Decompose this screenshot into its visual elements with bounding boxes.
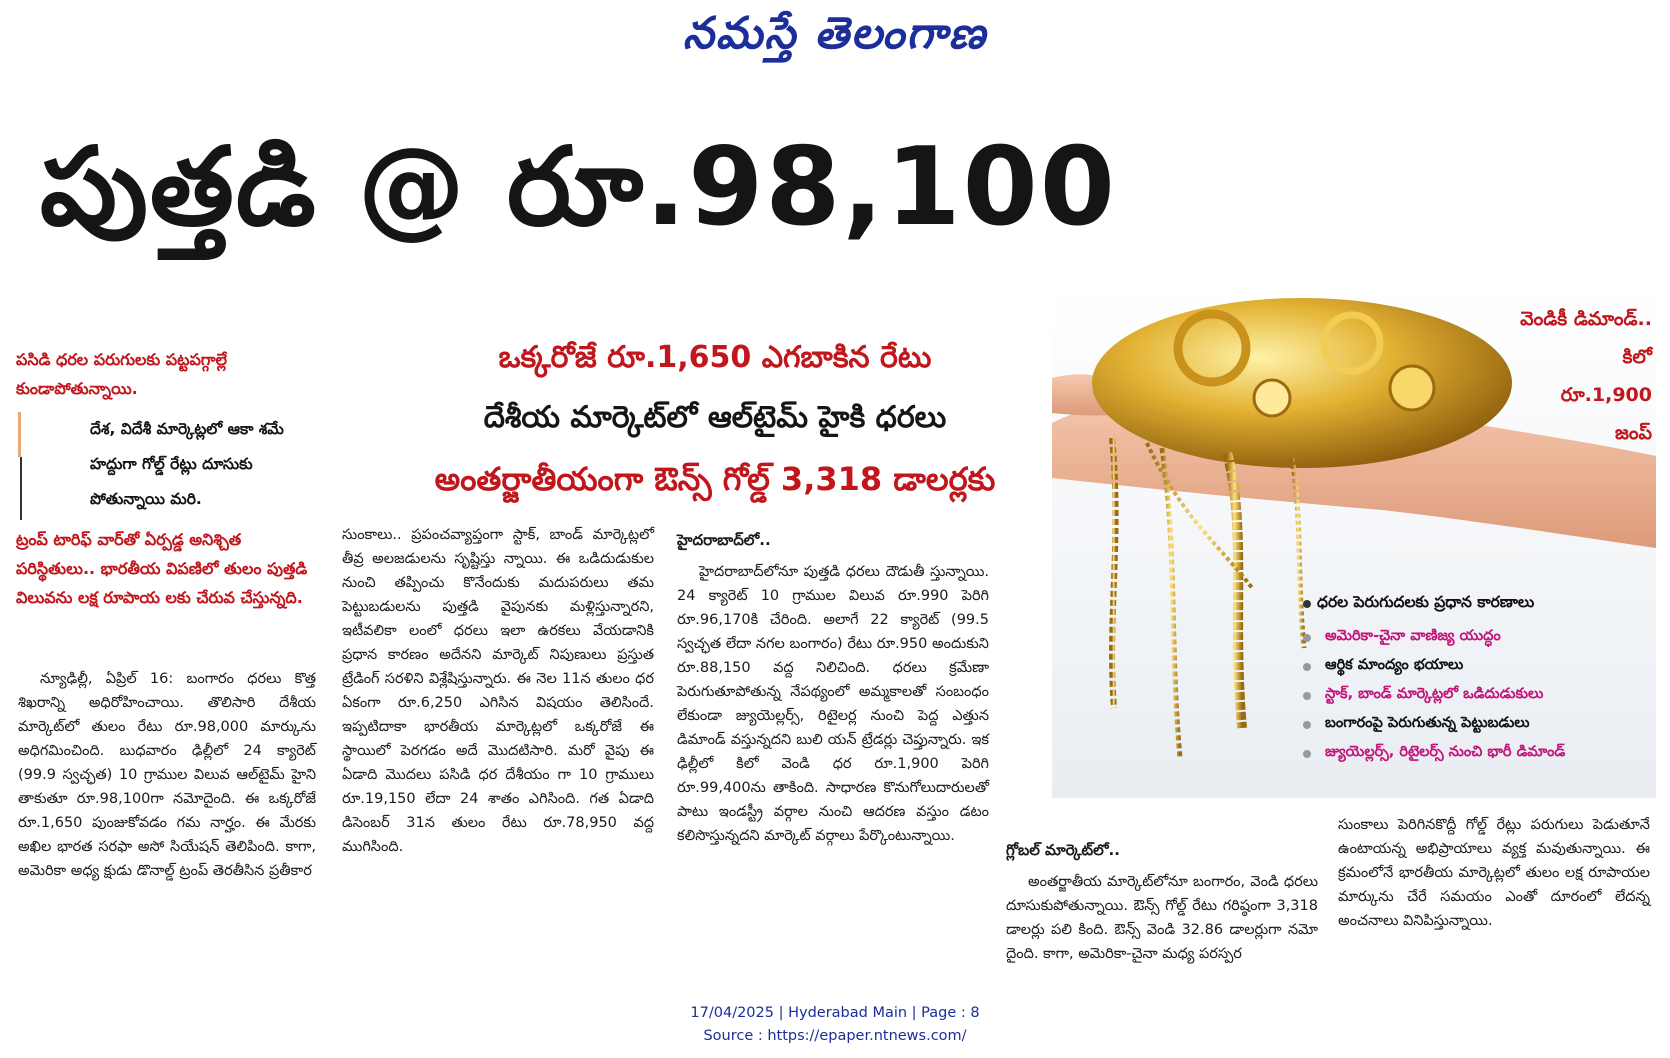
- hyderabad-subhead: హైదరాబాద్‌లో..: [677, 531, 771, 549]
- bullet-icon: [1303, 721, 1311, 729]
- article-column-5: [1338, 813, 1650, 933]
- deck-line-1: ఒక్కరోజే రూ.1,650 ఎగబాకిన రేటు: [498, 340, 932, 375]
- global-market-subhead: గ్లోబల్ మార్కెట్‌లో..: [1006, 841, 1120, 859]
- pull-quote: దేశ, విదేశీ మార్కెట్లలో ఆకా శమే హద్దుగా గోల్డ్ రేట్లు దూసుకు పోతున్నాయి మరి.: [90, 420, 284, 508]
- reason-text: బంగారంపై పెరుగుతున్న పెట్టుబడులు: [1325, 714, 1530, 731]
- reasons-title: [1303, 593, 1663, 615]
- silver-line-4: జంప్: [1614, 422, 1652, 444]
- headline: పుత్తడి @ రూ.98,100: [40, 125, 1117, 250]
- reason-text: ఆర్థిక మాంద్యం భయాలు: [1325, 656, 1464, 673]
- footer-date-edition: 17/04/2025 | Hyderabad Main | Page : 8: [690, 1005, 980, 1021]
- reason-text: జ్యుయెల్లర్స్, రిటైలర్స్ నుంచి భారీ డిమాండ్: [1325, 743, 1566, 760]
- reason-item: [1303, 710, 1663, 739]
- bullet-icon: [1303, 600, 1311, 608]
- bullet-icon: [1303, 634, 1311, 642]
- gold-coin: [1390, 366, 1434, 410]
- reasons-title-text: ధరల పెరుగుదలకు ప్రధాన కారణాలు: [1317, 593, 1535, 611]
- masthead-logo: నమస్తే తెలంగాణ: [682, 8, 988, 59]
- article-column-3: [677, 528, 989, 848]
- bullet-icon: [1303, 692, 1311, 700]
- article-column-1: [18, 667, 316, 883]
- silver-line-2: కిలో: [1622, 346, 1652, 368]
- gold-chain: [1112, 438, 1116, 708]
- column-4-text: అంతర్జాతీయ మార్కెట్‌లోనూ బంగారం, వెండి ధరలు దూసుకుపోతున్నాయి. ఔన్స్ గోల్డ్ రేటు గరిష్ఠంగా 3,318 డాలర్లు పలి కింది. ఔన్స్ వెండి 32.86 డాలర్లుగా నమో దైంది. కాగా, అమెరికా-చైనా మధ్య పరస్పర: [1006, 874, 1318, 962]
- bullet-icon: [1303, 750, 1311, 758]
- reason-item: [1303, 623, 1663, 652]
- column-2-text: సుంకాలు.. ప్రపంచవ్యాప్తంగా స్టాక్, బాండ్ మార్కెట్లలో తీవ్ర అలజడులను సృష్టిస్తు న్నాయి. ఈ ఒడిదుడుకుల నుంచి తప్పించు కొనేందుకు మదుపరులు తమ పెట్టుబడులను పుత్తడి వైపునకు మళ్లిస్తున్నారని, ఇటీవలికా లంలో ధరలు ఇలా ఉరకలు వేయడానికి ప్రధాన కారణం అదేనని మార్కెట్ నిపుణులు ప్రస్తుత ట్రేడింగ్ సరళిని విశ్లేషిస్తున్నారు. ఈ నెల 11న తులం ధర ఏకంగా రూ.6,250 ఎగిసిన విషయం తెలిసిందే. ఇప్పటిదాకా భారతీయ మార్కెట్లలో ఒక్కరోజే ఈ స్థాయిలో పెరగడం అదే మొదటిసారి. మరో వైపు ఈ ఏడాది మొదలు పసిడి ధర దేశీయం గా 10 గ్రాములు రూ.19,150 లేదా 24 శాతం ఎగిసింది. గత ఏడాది డిసెంబర్ 31న తులం రేటు రూ.78,950 వద్ద ముగిసింది.: [342, 527, 654, 855]
- deck-line-2: దేశీయ మార్కెట్‌లో ఆల్‌టైమ్ హైకి ధరలు: [483, 400, 947, 435]
- gold-pile: [1092, 298, 1512, 468]
- bullet-icon: [1303, 663, 1311, 671]
- deck-line-3: అంతర్జాతీయంగా ఔన్స్ గోల్డ్ 3,318 డాలర్లకు: [434, 460, 996, 498]
- column-5-text: సుంకాలు పెరిగినకొద్దీ గోల్డ్ రేట్లు పరుగులు పెడుతూనే ఉంటాయన్న అభిప్రాయాలు వ్యక్త మవుతున్నాయి. ఈ క్రమంలోనే భారతీయ మార్కెట్లలో తులం లక్ష రూపాయల మార్కును చేరే సమయం ఎంతో దూరంలో లేదన్న అంచనాలు వినిపిస్తున్నాయి.: [1338, 817, 1650, 929]
- article-column-4: [1006, 838, 1318, 966]
- reason-item: [1303, 652, 1663, 681]
- column-1-text: న్యూఢిల్లీ, ఏప్రిల్ 16: బంగారం ధరలు కొత్త శిఖరాన్ని అధిరోహించాయి. తొలిసారి దేశీయ మార్కెట్‌లో తులం రేటు రూ.98,000 మార్కును అధిగమించింది. బుధవారం ఢిల్లీలో 24 క్యారెట్ (99.9 స్వచ్ఛత) 10 గ్రాముల విలువ ఆల్‌టైమ్ హైని తాకుతూ రూ.98,100గా నమోదైంది. ఈ ఒక్కరోజే రూ.1,650 పుంజుకోవడం గమ నార్హం. ఈ మేరకు అఖిల భారత సరఫా అసో సియేషన్ తెలిపింది. కాగా, అమెరికా అధ్య క్షుడు డొనాల్డ్ ట్రంప్ తెరతీసిన ప్రతీకార: [18, 671, 316, 879]
- reason-item: [1303, 681, 1663, 710]
- article-column-2: [342, 523, 654, 859]
- reason-item: [1303, 739, 1663, 768]
- footer: [0, 1002, 1670, 1048]
- intro-bottom: ట్రంప్ టారిఫ్ వార్‌తో ఏర్పడ్డ అనిశ్చిత పరిస్థితులు.. భారతీయ విపణిలో తులం పుత్తడి విలువను లక్ష రూపాయ లకు చేరువ చేస్తున్నది.: [16, 530, 308, 607]
- silver-demand-box: [1452, 300, 1652, 452]
- gold-pendant: [1254, 380, 1290, 416]
- silver-line-3: రూ.1,900: [1560, 384, 1652, 406]
- reasons-box: [1303, 593, 1663, 768]
- intro-top: పసిడి ధరల పరుగులకు పట్టపగ్గాల్లే కుండాపోతున్నాయి.: [16, 350, 227, 398]
- column-3-text: హైదరాబాద్‌లోనూ పుత్తడి ధరలు దౌడుతీ స్తున్నాయి. 24 క్యారెట్ 10 గ్రాముల విలువ రూ.990 పెరిగి రూ.96,170కి చేరింది. అలాగే 22 క్యారెట్ (99.5 స్వచ్ఛత లేదా నగల బంగారం) రేటు రూ.950 అందుకుని రూ.88,150 వద్ద నిలిచింది. ధరలు క్రమేణా పెరుగుతూపోతున్న నేపథ్యంలో అమ్మకాలతో సంబంధం లేకుండా జ్యుయెల్లర్స్, రిటైలర్ల నుంచి పెద్ద ఎత్తున డిమాండ్ వస్తున్నదని బులి యన్ ట్రేడర్లు చెప్తున్నారు. ఇక ఢిల్లీలో కిలో వెండి ధర రూ.1,900 పెరిగి రూ.99,400ను తాకింది. సాధారణ కొనుగోలుదారులతో పాటు ఇండస్ట్రీ వర్గాల నుంచి ఆదరణ వస్తుం డటం కలిసొస్తున్నదని మార్కెట్ వర్గాలు పేర్కొంటున్నాయి.: [677, 564, 989, 844]
- reason-text: స్టాక్, బాండ్ మార్కెట్లలో ఒడిదుడుకులు: [1325, 685, 1544, 702]
- reason-text: అమెరికా-చైనా వాణిజ్య యుద్ధం: [1325, 627, 1501, 644]
- footer-source-link[interactable]: Source : https://epaper.ntnews.com/: [703, 1028, 967, 1044]
- silver-line-1: వెండికీ డిమాండ్..: [1520, 308, 1652, 330]
